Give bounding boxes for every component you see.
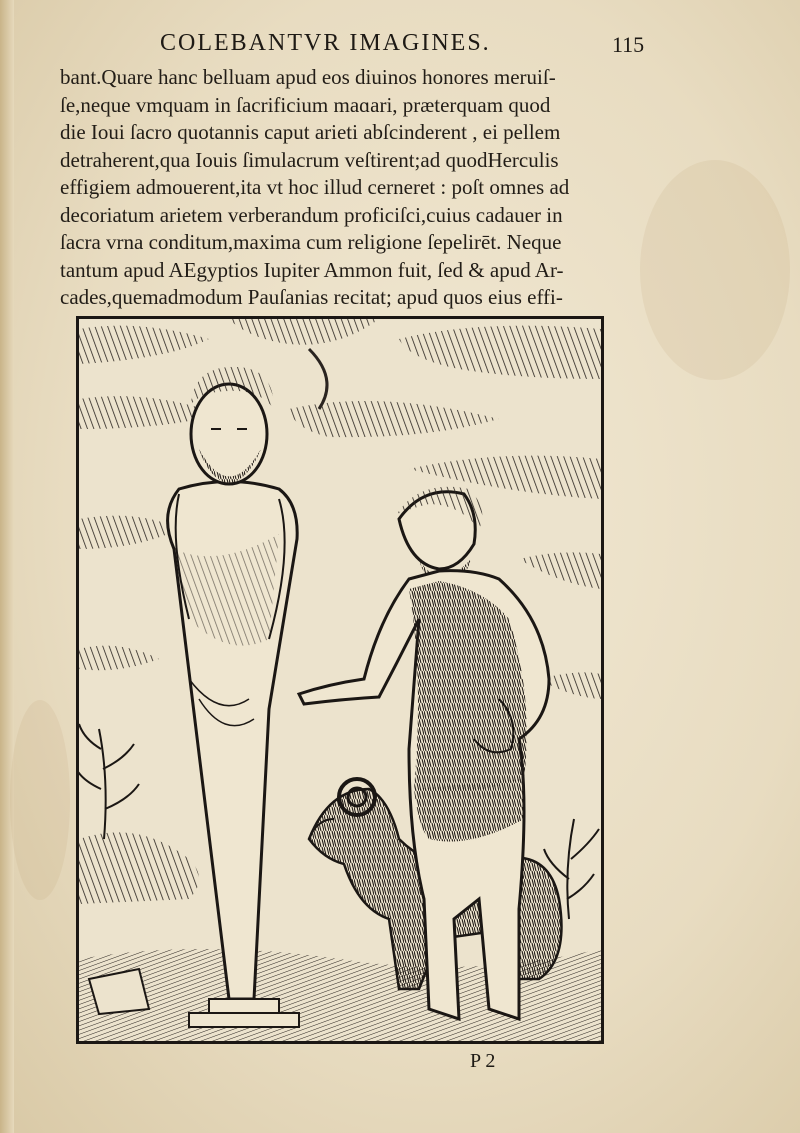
woodcut-illustration (76, 316, 604, 1044)
body-text (60, 64, 650, 312)
text-line: ſe,neque vmquam in ſacrificium maɑari, præterquam quod (60, 92, 551, 117)
text-line: decoriatum arietem verberandum proficiſci,cuius cadauer in (60, 202, 563, 227)
page-number: 115 (612, 32, 645, 57)
text-line: die Ioui ſacro quotannis caput arieti abſcinderent , ei pellem (60, 120, 561, 144)
text-line: effigiem admouerent,ita vt hoc illud cerneret : poſt omnes ad (60, 175, 570, 199)
page-edge-shadow (0, 0, 14, 1133)
page-header (0, 30, 800, 60)
running-head: COLEBANTVR IMAGINES. (160, 30, 491, 56)
signature-mark: P 2 (470, 1050, 496, 1072)
text-line: detraherent,qua Iouis ſimulacrum veſtirent;ad quodHerculis (60, 147, 559, 172)
text-line: bant.Quare hanc belluam apud eos diuinos honores meruiſ- (60, 65, 556, 89)
paper-stain (10, 700, 70, 900)
herm-statue (168, 367, 299, 1027)
paper-stain (640, 160, 790, 380)
plant-left (79, 724, 139, 839)
text-line: cades,quemadmodum Pauſanias recitat; apud quos eius effi- (60, 285, 563, 309)
rock-mound (79, 832, 199, 904)
woodcut-drawing (79, 319, 601, 1041)
text-line: tantum apud AEgyptios Iupiter Ammon fuit, ſed & apud Ar- (60, 257, 564, 282)
text-line: ſacra vrna conditum,maxima cum religione ſepelirēt. Neque (60, 230, 562, 254)
